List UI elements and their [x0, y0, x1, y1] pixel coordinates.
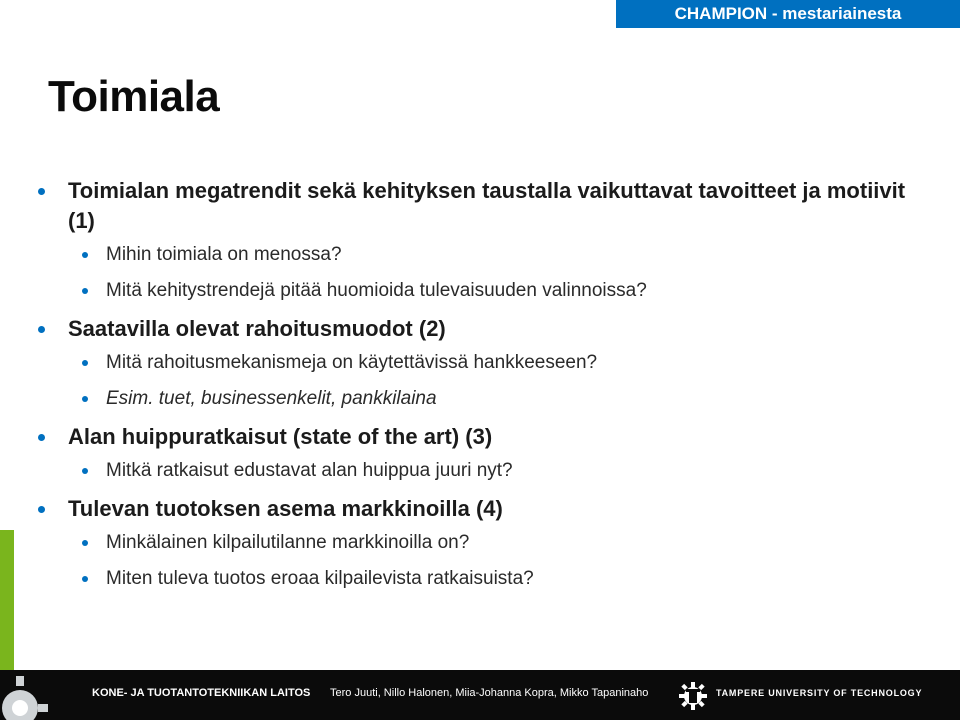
bullet-level2-difference	[38, 566, 918, 592]
bullet-level2-examples	[38, 386, 918, 412]
bullet-list	[38, 176, 918, 602]
bullet-level2-direction	[38, 242, 918, 268]
side-accent-bar	[0, 530, 14, 670]
bullet-level1-megatrends	[38, 176, 918, 236]
bullet-dot-icon	[38, 326, 45, 333]
bullet-dot-icon	[82, 288, 88, 294]
bullet-dot-icon	[82, 396, 88, 402]
bullet-text: Minkälainen kilpailutilanne markkinoilla on?	[106, 532, 470, 553]
bullet-level1-market-position	[38, 494, 918, 524]
bullet-level2-mechanisms	[38, 350, 918, 376]
bullet-level2-trends	[38, 278, 918, 304]
bullet-text: Mihin toimiala on menossa?	[106, 244, 342, 265]
bullet-text: Esim. tuet, businessenkelit, pankkilaina	[106, 388, 437, 409]
gear-logo-icon	[678, 681, 708, 711]
footer-department: KONE- JA TUOTANTOTEKNIIKAN LAITOS	[92, 687, 311, 699]
bullet-text: Toimialan megatrendit sekä kehityksen taustalla vaikuttavat tavoitteet ja motiivit (1)	[68, 178, 906, 233]
bullet-dot-icon	[38, 506, 45, 513]
footer-university: TAMPERE UNIVERSITY OF TECHNOLOGY	[716, 688, 923, 698]
footer	[0, 670, 960, 720]
bullet-level2-top-solutions	[38, 458, 918, 484]
bullet-dot-icon	[82, 252, 88, 258]
bullet-level1-state-of-art	[38, 422, 918, 452]
bullet-dot-icon	[38, 434, 45, 441]
bullet-text: Mitkä ratkaisut edustavat alan huippua juuri nyt?	[106, 460, 513, 481]
bullet-text: Tulevan tuotoksen asema markkinoilla (4)	[68, 496, 503, 521]
bullet-level2-competition	[38, 530, 918, 556]
bullet-text: Mitä kehitystrendejä pitää huomioida tulevaisuuden valinnoissa?	[106, 280, 647, 301]
bullet-text: Mitä rahoitusmekanismeja on käytettävissä hankkeeseen?	[106, 352, 598, 373]
bullet-dot-icon	[82, 468, 88, 474]
champion-badge: CHAMPION - mestariainesta	[616, 0, 960, 28]
page-title: Toimiala	[48, 72, 220, 121]
bullet-text: Miten tuleva tuotos eroaa kilpailevista ratkaisuista?	[106, 568, 534, 589]
bullet-dot-icon	[82, 540, 88, 546]
corner-gear-icon	[0, 660, 60, 720]
bullet-dot-icon	[38, 188, 45, 195]
bullet-text: Saatavilla olevat rahoitusmuodot (2)	[68, 316, 446, 341]
bullet-level1-funding	[38, 314, 918, 344]
bullet-text: Alan huippuratkaisut (state of the art) (3)	[68, 424, 493, 449]
bullet-dot-icon	[82, 360, 88, 366]
bullet-dot-icon	[82, 576, 88, 582]
footer-authors: Tero Juuti, Nillo Halonen, Miia-Johanna Kopra, Mikko Tapaninaho	[330, 687, 649, 699]
